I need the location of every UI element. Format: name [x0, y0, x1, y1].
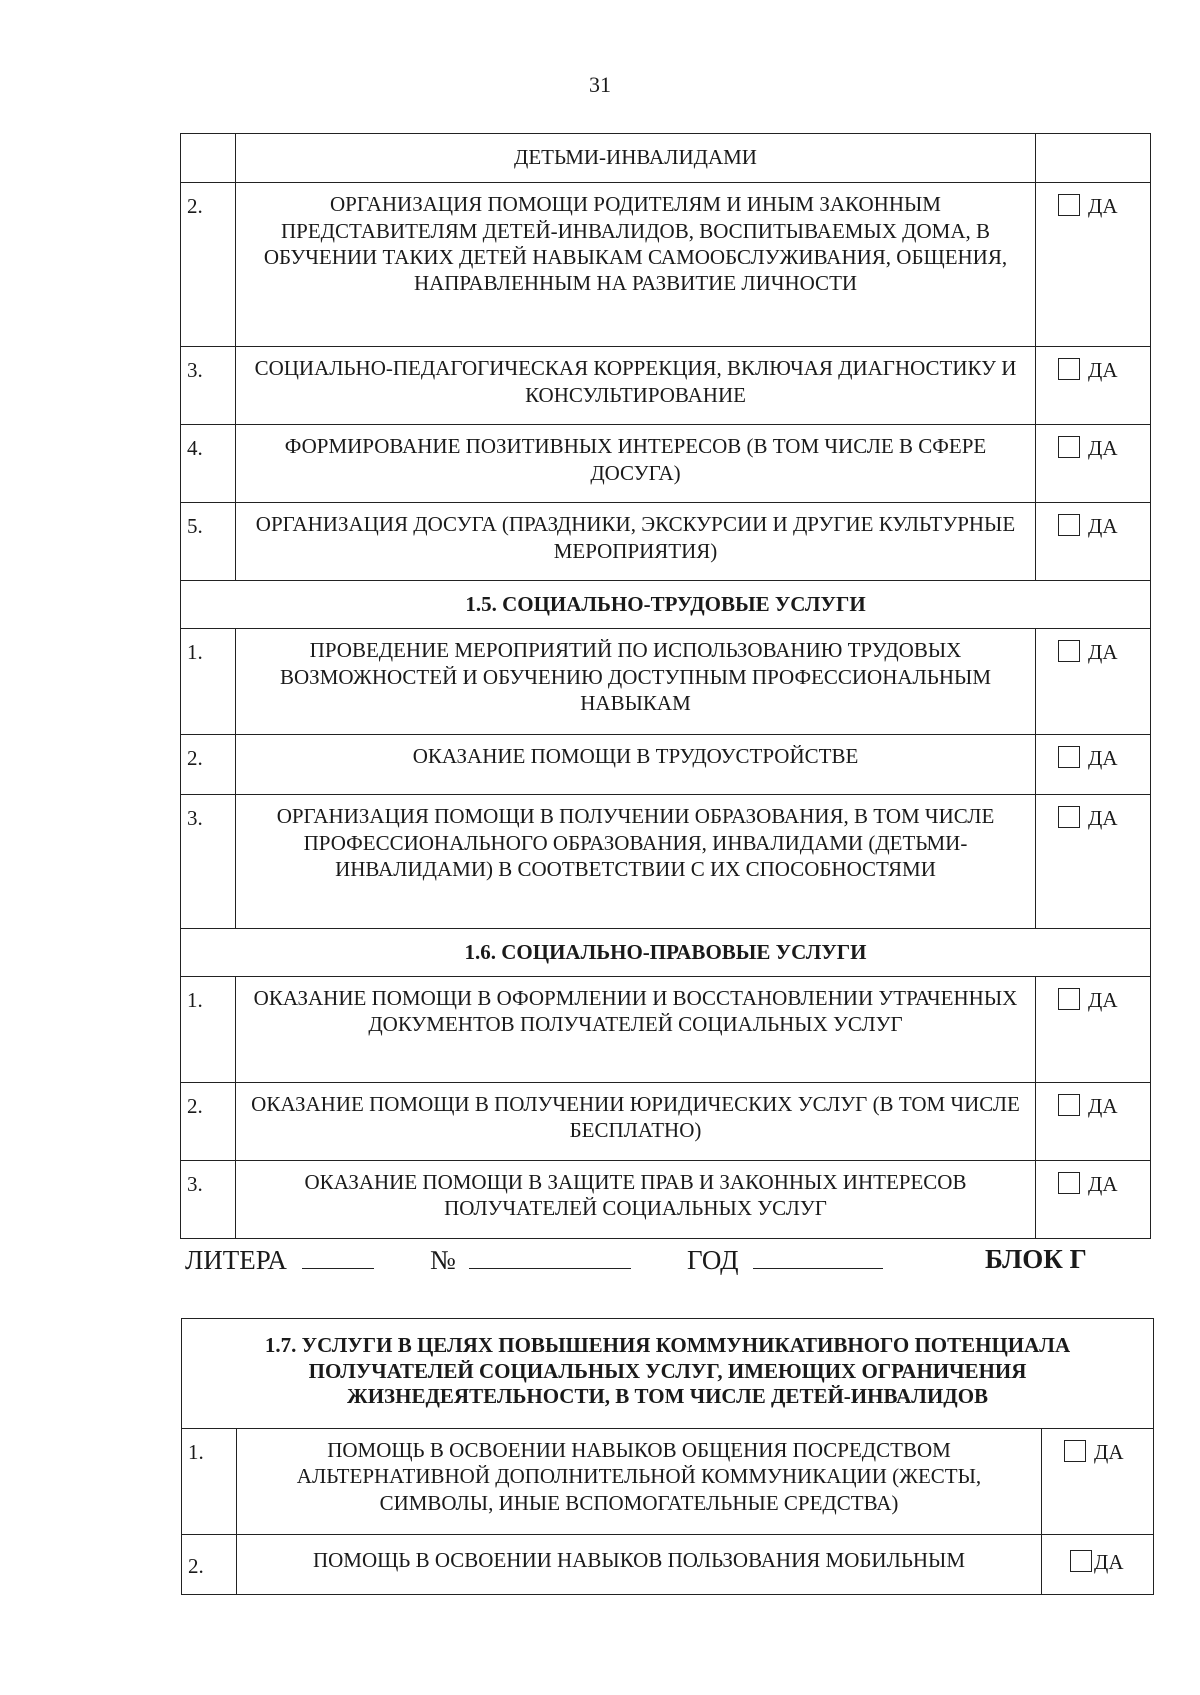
- yes-label: ДА: [1088, 640, 1118, 665]
- checkbox-icon[interactable]: [1058, 1172, 1080, 1194]
- service-text: ОКАЗАНИЕ ПОМОЩИ В ТРУДОУСТРОЙСТВЕ: [236, 735, 1036, 795]
- yes-checkbox[interactable]: [1036, 629, 1151, 735]
- service-text: ОРГАНИЗАЦИЯ ПОМОЩИ РОДИТЕЛЯМ И ИНЫМ ЗАКОННЫМ ПРЕДСТАВИТЕЛЯМ ДЕТЕЙ-ИНВАЛИДОВ, ВОСПИТЫВАЕМЫХ ДОМА, В ОБУЧЕНИИ ТАКИХ ДЕТЕЙ НАВЫКАМ САМООБСЛУЖИВАНИЯ, ОБЩЕНИЯ, НАПРАВЛЕННЫМ НА РАЗВИТИЕ ЛИЧНОСТИ: [236, 183, 1036, 347]
- yes-label: ДА: [1088, 1171, 1118, 1196]
- section-title: 1.7. УСЛУГИ В ЦЕЛЯХ ПОВЫШЕНИЯ КОММУНИКАТИВНОГО ПОТЕНЦИАЛА ПОЛУЧАТЕЛЕЙ СОЦИАЛЬНЫХ УСЛУГ, ИМЕЮЩИХ ОГРАНИЧЕНИЯ ЖИЗНЕДЕЯТЕЛЬНОСТИ, В ТОМ ЧИСЛЕ ДЕТЕЙ-ИНВАЛИДОВ: [182, 1319, 1154, 1429]
- service-text: ПОМОЩЬ В ОСВОЕНИИ НАВЫКОВ ПОЛЬЗОВАНИЯ МОБИЛЬНЫМ: [237, 1535, 1042, 1595]
- row-number: 1.: [182, 1429, 237, 1535]
- continuation-row: [181, 134, 1151, 183]
- yes-checkbox[interactable]: [1036, 795, 1151, 929]
- checkbox-icon[interactable]: [1058, 746, 1080, 768]
- checkbox-icon[interactable]: [1058, 1094, 1080, 1116]
- yes-checkbox[interactable]: [1036, 1160, 1151, 1238]
- row-number: 1.: [181, 976, 236, 1082]
- yes-checkbox[interactable]: [1042, 1535, 1154, 1595]
- year-input[interactable]: [753, 1244, 883, 1269]
- section-title: 1.5. СОЦИАЛЬНО-ТРУДОВЫЕ УСЛУГИ: [181, 581, 1151, 629]
- checkbox-icon[interactable]: [1058, 640, 1080, 662]
- table-row: [181, 976, 1151, 1082]
- yes-checkbox[interactable]: [1042, 1429, 1154, 1535]
- yes-label: ДА: [1088, 987, 1118, 1012]
- yes-checkbox[interactable]: [1036, 347, 1151, 425]
- page-number: 31: [589, 72, 611, 97]
- year-field: [687, 1244, 883, 1276]
- checkbox-icon[interactable]: [1058, 806, 1080, 828]
- number-field: [430, 1244, 631, 1276]
- table-row: [181, 503, 1151, 581]
- year-label: ГОД: [687, 1245, 739, 1275]
- checkbox-cell: [1036, 134, 1151, 183]
- services-table: [180, 133, 1151, 1239]
- table-row: [181, 425, 1151, 503]
- service-text: ОКАЗАНИЕ ПОМОЩИ В ПОЛУЧЕНИИ ЮРИДИЧЕСКИХ УСЛУГ (В ТОМ ЧИСЛЕ БЕСПЛАТНО): [236, 1082, 1036, 1160]
- service-text: ПОМОЩЬ В ОСВОЕНИИ НАВЫКОВ ОБЩЕНИЯ ПОСРЕДСТВОМ АЛЬТЕРНАТИВНОЙ ДОПОЛНИТЕЛЬНОЙ КОММУНИКАЦИИ (ЖЕСТЫ, СИМВОЛЫ, ИНЫЕ ВСПОМОГАТЕЛЬНЫЕ СРЕДСТВА): [237, 1429, 1042, 1535]
- section-header-row: [181, 929, 1151, 976]
- yes-checkbox[interactable]: [1036, 976, 1151, 1082]
- row-number: 2.: [181, 735, 236, 795]
- yes-label: ДА: [1088, 358, 1118, 383]
- section-header-row: [181, 581, 1151, 629]
- checkbox-icon[interactable]: [1058, 436, 1080, 458]
- block-label: БЛОК Г: [985, 1244, 1087, 1274]
- service-text: ФОРМИРОВАНИЕ ПОЗИТИВНЫХ ИНТЕРЕСОВ (В ТОМ ЧИСЛЕ В СФЕРЕ ДОСУГА): [236, 425, 1036, 503]
- number-label: №: [430, 1245, 456, 1275]
- yes-label: ДА: [1088, 436, 1118, 461]
- yes-label: ДА: [1088, 514, 1118, 539]
- service-text: ПРОВЕДЕНИЕ МЕРОПРИЯТИЙ ПО ИСПОЛЬЗОВАНИЮ ТРУДОВЫХ ВОЗМОЖНОСТЕЙ И ОБУЧЕНИЮ ДОСТУПНЫМ ПРОФЕССИОНАЛЬНЫМ НАВЫКАМ: [236, 629, 1036, 735]
- litera-field: [185, 1244, 374, 1276]
- form-id-line: [185, 1244, 1105, 1284]
- yes-checkbox[interactable]: [1036, 503, 1151, 581]
- row-number: 3.: [181, 347, 236, 425]
- checkbox-icon[interactable]: [1058, 194, 1080, 216]
- yes-checkbox[interactable]: [1036, 183, 1151, 347]
- checkbox-icon[interactable]: [1058, 514, 1080, 536]
- continuation-title: ДЕТЬМИ-ИНВАЛИДАМИ: [236, 134, 1036, 183]
- service-text: ОРГАНИЗАЦИЯ ПОМОЩИ В ПОЛУЧЕНИИ ОБРАЗОВАНИЯ, В ТОМ ЧИСЛЕ ПРОФЕССИОНАЛЬНОГО ОБРАЗОВАНИЯ, ИНВАЛИДАМИ (ДЕТЬМИ-ИНВАЛИДАМИ) В СООТВЕТСТВИИ С ИХ СПОСОБНОСТЯМИ: [236, 795, 1036, 929]
- yes-checkbox[interactable]: [1036, 1082, 1151, 1160]
- yes-label: ДА: [1088, 1093, 1118, 1118]
- row-number-cell: [181, 134, 236, 183]
- row-number: 3.: [181, 795, 236, 929]
- litera-label: ЛИТЕРА: [185, 1245, 287, 1275]
- row-number: 3.: [181, 1160, 236, 1238]
- communication-services-table: [181, 1318, 1154, 1595]
- row-number: 1.: [181, 629, 236, 735]
- yes-checkbox[interactable]: [1036, 735, 1151, 795]
- service-text: ОРГАНИЗАЦИЯ ДОСУГА (ПРАЗДНИКИ, ЭКСКУРСИИ И ДРУГИЕ КУЛЬТУРНЫЕ МЕРОПРИЯТИЯ): [236, 503, 1036, 581]
- table-row: [181, 1082, 1151, 1160]
- yes-label: ДА: [1088, 746, 1118, 771]
- table-row: [181, 1160, 1151, 1238]
- table-row: [182, 1535, 1154, 1595]
- table-row: [181, 629, 1151, 735]
- yes-label: ДА: [1088, 194, 1118, 219]
- table-row: [181, 347, 1151, 425]
- row-number: 2.: [181, 183, 236, 347]
- yes-label: ДА: [1088, 806, 1118, 831]
- yes-label: ДА: [1094, 1440, 1124, 1464]
- section-title: 1.6. СОЦИАЛЬНО-ПРАВОВЫЕ УСЛУГИ: [181, 929, 1151, 976]
- row-number: 2.: [182, 1535, 237, 1595]
- number-input[interactable]: [469, 1244, 631, 1269]
- row-number: 5.: [181, 503, 236, 581]
- checkbox-icon[interactable]: [1058, 358, 1080, 380]
- section-header-row: [182, 1319, 1154, 1429]
- table-row: [181, 795, 1151, 929]
- service-text: ОКАЗАНИЕ ПОМОЩИ В ОФОРМЛЕНИИ И ВОССТАНОВЛЕНИИ УТРАЧЕННЫХ ДОКУМЕНТОВ ПОЛУЧАТЕЛЕЙ СОЦИАЛЬНЫХ УСЛУГ: [236, 976, 1036, 1082]
- table-row: [181, 735, 1151, 795]
- yes-checkbox[interactable]: [1036, 425, 1151, 503]
- table-row: [181, 183, 1151, 347]
- row-number: 2.: [181, 1082, 236, 1160]
- checkbox-icon[interactable]: [1070, 1550, 1092, 1572]
- row-number: 4.: [181, 425, 236, 503]
- litera-input[interactable]: [302, 1244, 374, 1269]
- service-text: СОЦИАЛЬНО-ПЕДАГОГИЧЕСКАЯ КОРРЕКЦИЯ, ВКЛЮЧАЯ ДИАГНОСТИКУ И КОНСУЛЬТИРОВАНИЕ: [236, 347, 1036, 425]
- service-text: ОКАЗАНИЕ ПОМОЩИ В ЗАЩИТЕ ПРАВ И ЗАКОННЫХ ИНТЕРЕСОВ ПОЛУЧАТЕЛЕЙ СОЦИАЛЬНЫХ УСЛУГ: [236, 1160, 1036, 1238]
- checkbox-icon[interactable]: [1058, 988, 1080, 1010]
- checkbox-icon[interactable]: [1064, 1440, 1086, 1462]
- yes-label: ДА: [1094, 1550, 1124, 1574]
- table-row: [182, 1429, 1154, 1535]
